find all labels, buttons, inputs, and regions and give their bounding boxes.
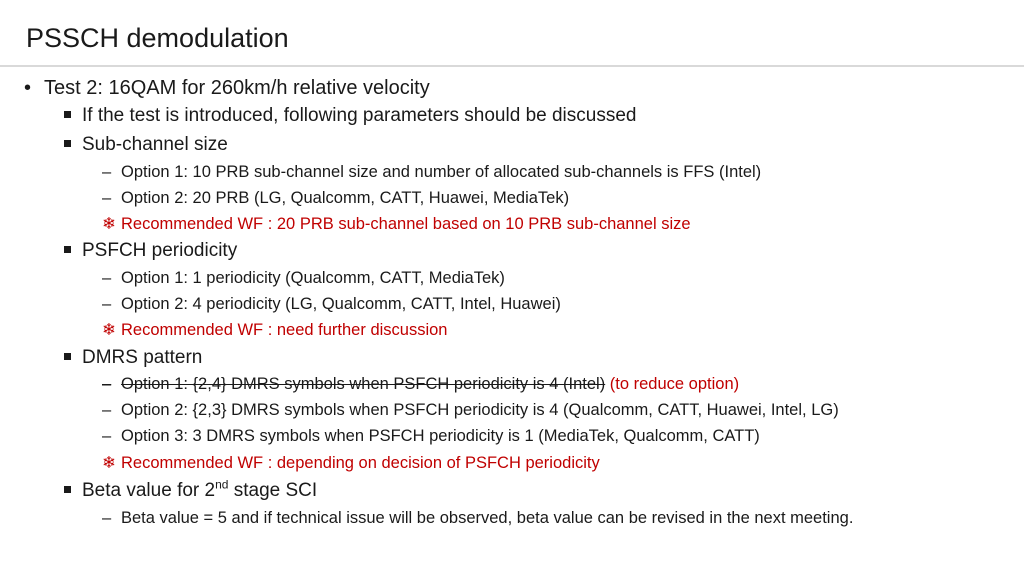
square-bullet-icon [64,353,71,360]
intro-text: If the test is introduced, following parameters should be discussed [82,105,637,126]
ordinal-suffix: nd [215,477,229,492]
subchannel-option-1 [102,160,761,184]
psfch-option-1 [102,266,505,290]
recommendation-text: Recommended WF : need further discussion [121,321,448,339]
dash-bullet: – [102,427,112,445]
option-note: (to reduce option) [605,375,740,393]
option-text: Beta value = 5 and if technical issue will be observed, beta value can be revised in the next meeting. [121,509,854,527]
beta-heading-text-end: stage SCI [228,480,318,501]
dmrs-option-1 [102,372,739,396]
square-bullet-icon [64,111,71,118]
subchannel-heading [64,132,228,158]
dash-bullet: – [102,163,112,181]
dmrs-heading-text: DMRS pattern [82,347,203,368]
option-text: Option 1: 1 periodicity (Qualcomm, CATT, MediaTek) [121,269,505,287]
title-divider [0,65,1024,67]
beta-detail [102,506,853,530]
page-title: PSSCH demodulation [26,23,289,53]
beta-heading [64,478,317,504]
square-bullet-icon [64,246,71,253]
subchannel-option-2 [102,186,569,210]
dash-bullet: – [102,401,112,419]
dash-bullet: – [102,269,112,287]
subchannel-heading-text: Sub-channel size [82,134,228,155]
struck-option-text: Option 1: {2,4} DMRS symbols when PSFCH periodicity is 4 (Intel) [121,375,606,393]
level1-item [24,75,430,101]
option-text: Option 3: 3 DMRS symbols when PSFCH periodicity is 1 (MediaTek, Qualcomm, CATT) [121,427,760,445]
psfch-heading [64,238,237,264]
dash-bullet: – [102,509,112,527]
recommendation-text: Recommended WF : depending on decision of PSFCH periodicity [121,454,600,472]
dmrs-heading [64,345,202,371]
recommendation-text: Recommended WF : 20 PRB sub-channel based on 10 PRB sub-channel size [121,215,691,233]
subchannel-recommendation [102,212,691,236]
intro-item [64,103,636,129]
option-text: Option 1: 10 PRB sub-channel size and number of allocated sub-channels is FFS (Intel) [121,163,762,181]
snowflake-icon: ❄ [102,454,116,472]
square-bullet-icon [64,486,71,493]
dot-bullet: • [24,77,32,99]
dash-bullet: – [102,295,112,313]
snowflake-icon: ❄ [102,321,116,339]
psfch-heading-text: PSFCH periodicity [82,240,238,261]
level1-text: Test 2: 16QAM for 260km/h relative velocity [44,77,430,99]
dmrs-option-2 [102,398,839,422]
dmrs-option-3 [102,424,760,448]
dash-bullet: – [102,375,112,393]
dash-bullet: – [102,189,112,207]
beta-heading-text: Beta value for 2 [82,480,216,501]
square-bullet-icon [64,140,71,147]
option-text: Option 2: 4 periodicity (LG, Qualcomm, CATT, Intel, Huawei) [121,295,561,313]
snowflake-icon: ❄ [102,215,116,233]
option-text: Option 2: 20 PRB (LG, Qualcomm, CATT, Huawei, MediaTek) [121,189,570,207]
dmrs-recommendation [102,451,600,475]
psfch-recommendation [102,318,447,342]
psfch-option-2 [102,292,561,316]
option-text: Option 2: {2,3} DMRS symbols when PSFCH periodicity is 4 (Qualcomm, CATT, Huawei, Intel, LG) [121,401,839,419]
